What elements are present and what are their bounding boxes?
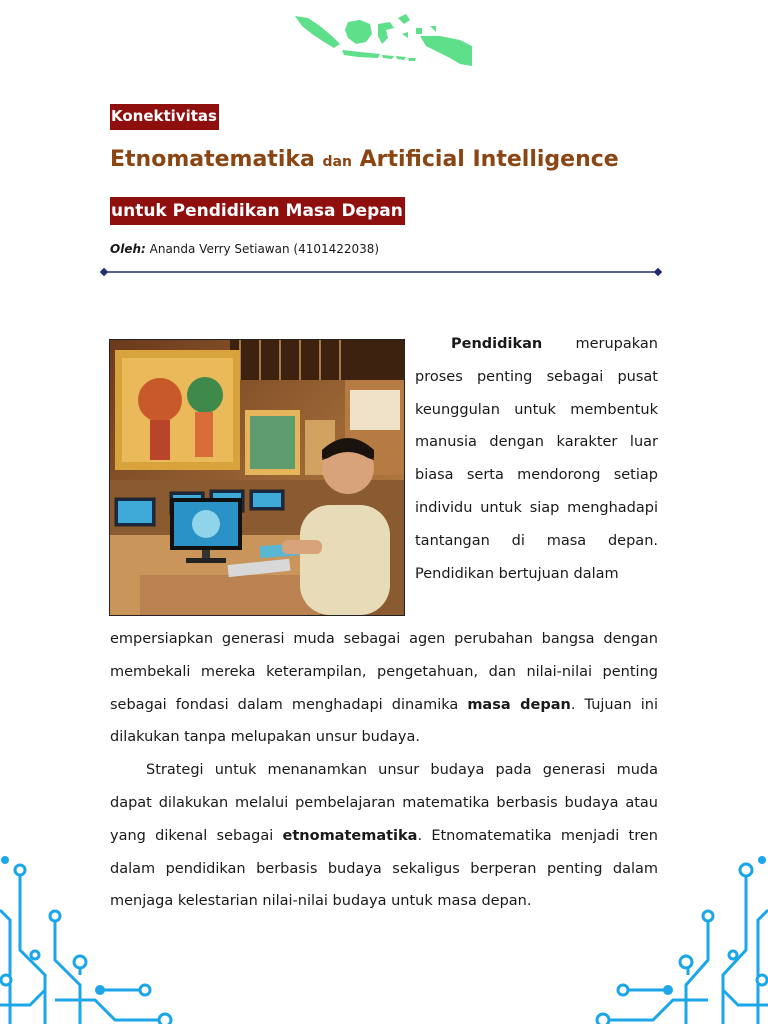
section-label: Konektivitas <box>110 104 219 130</box>
page-title <box>110 142 619 180</box>
section-divider <box>100 266 662 278</box>
bold-etnomatematika: etnomatematika <box>282 827 418 844</box>
title-part1: Etnomatematika <box>110 147 315 172</box>
circuit-decoration-icon <box>0 850 190 1024</box>
indonesia-map-icon <box>290 8 476 78</box>
strategy-text: Strategi untuk menanamkan unsur budaya pada generasi muda dapat dilakukan melalui pembelajaran matematika berbasis budaya atau yang dikenal sebagai <box>110 762 658 844</box>
intro-text-continued: empersiapkan generasi muda sebagai agen perubahan bangsa dengan membekali mereka keterampilan, pengetahuan, dan nilai-nilai penting sebagai fondasi dalam menghadapi dinamika <box>110 631 658 713</box>
classroom-illustration <box>109 339 405 616</box>
subtitle: untuk Pendidikan Masa Depan <box>110 197 405 225</box>
title-connector: dan <box>322 154 352 170</box>
author-name: Ananda Verry Setiawan (4101422038) <box>149 242 380 256</box>
intro-bold-term: Pendidikan <box>451 336 543 352</box>
author-line <box>110 240 379 258</box>
intro-text: merupakan proses penting sebagai pusat keunggulan untuk membentuk manusia dengan karakter luar biasa serta mendorong setiap individu untuk siap menghadapi tantangan di masa depan. Pendidikan bertujuan dalam <box>415 336 658 582</box>
strategy-text-end: . Etnomatematika menjadi tren dalam pendidikan berbasis budaya sekaligus berperan penting dalam menjaga kelestarian nilai-nilai budaya untuk masa depan. <box>110 827 658 910</box>
bold-masa-depan: masa depan <box>467 696 571 713</box>
author-label: Oleh: <box>110 242 146 256</box>
title-part2: Artificial Intelligence <box>359 147 619 172</box>
intro-paragraph <box>415 328 658 590</box>
intro-text-end: . Tujuan ini dilakukan tanpa melupakan unsur budaya. <box>110 696 658 746</box>
body-paragraphs <box>110 623 658 918</box>
circuit-decoration-icon <box>578 850 768 1024</box>
